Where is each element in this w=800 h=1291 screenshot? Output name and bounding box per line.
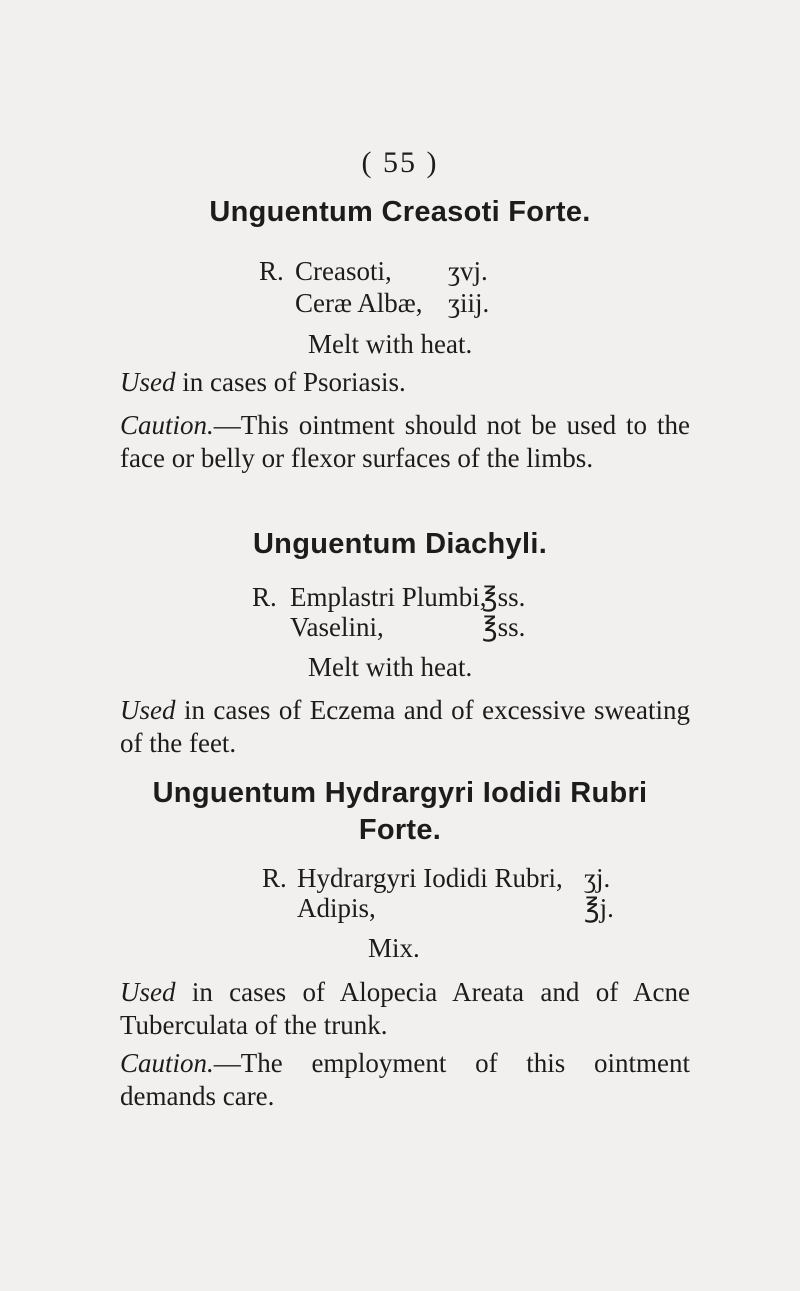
caution-text: —The employment of this ointment demands care. (120, 1048, 690, 1111)
caution-paragraph (120, 409, 690, 475)
usage-paragraph (120, 694, 690, 760)
preparation-instruction: Melt with heat. (308, 652, 473, 682)
usage-paragraph (120, 976, 690, 1042)
section-title-hydrargyri-cont: Forte. (358, 814, 442, 846)
usage-paragraph (120, 366, 690, 399)
section-title-diachyli: Unguentum Diachyli. (252, 528, 548, 560)
usage-lead: Used (120, 977, 176, 1007)
ingredient-name: Hydrargyri Iodidi Rubri, (297, 863, 563, 893)
section-title-hydrargyri: Unguentum Hydrargyri Iodidi Rubri (152, 777, 648, 809)
preparation-instruction: Melt with heat. (308, 329, 473, 359)
caution-paragraph (120, 1047, 690, 1113)
section-title-creasoti: Unguentum Creasoti Forte. (209, 196, 591, 228)
rx-symbol: R. (259, 256, 284, 286)
caution-lead: Caution. (120, 410, 214, 440)
ingredient-qty: ℥ss. (482, 582, 526, 612)
page-number: ( 55 ) (361, 146, 439, 179)
ingredient-name: Adipis, (297, 893, 376, 923)
ingredient-name: Vaselini, (290, 612, 384, 642)
caution-text: —This ointment should not be used to the face or belly or flexor surfaces of the limbs. (120, 410, 690, 473)
ingredient-name: Ceræ Albæ, (295, 288, 423, 318)
ingredient-qty: ℥ss. (482, 612, 526, 642)
ingredient-name: Emplastri Plumbi, (290, 582, 487, 612)
usage-lead: Used (120, 367, 176, 397)
usage-text: in cases of Alopecia Areata and of Acne Tuberculata of the trunk. (120, 977, 690, 1040)
ingredient-qty: ℥j. (584, 893, 614, 923)
ingredient-qty: ʒvj. (448, 256, 488, 286)
rx-symbol: R. (262, 863, 287, 893)
ingredient-qty: ʒj. (584, 863, 611, 893)
usage-text: in cases of Psoriasis. (175, 367, 406, 397)
ingredient-name: Creasoti, (295, 256, 392, 286)
rx-symbol: R. (252, 582, 277, 612)
usage-lead: Used (120, 695, 176, 725)
caution-lead: Caution. (120, 1048, 214, 1078)
ingredient-qty: ʒiij. (448, 288, 490, 318)
preparation-instruction: Mix. (368, 933, 420, 963)
usage-text: in cases of Eczema and of excessive sweating of the feet. (120, 695, 690, 758)
